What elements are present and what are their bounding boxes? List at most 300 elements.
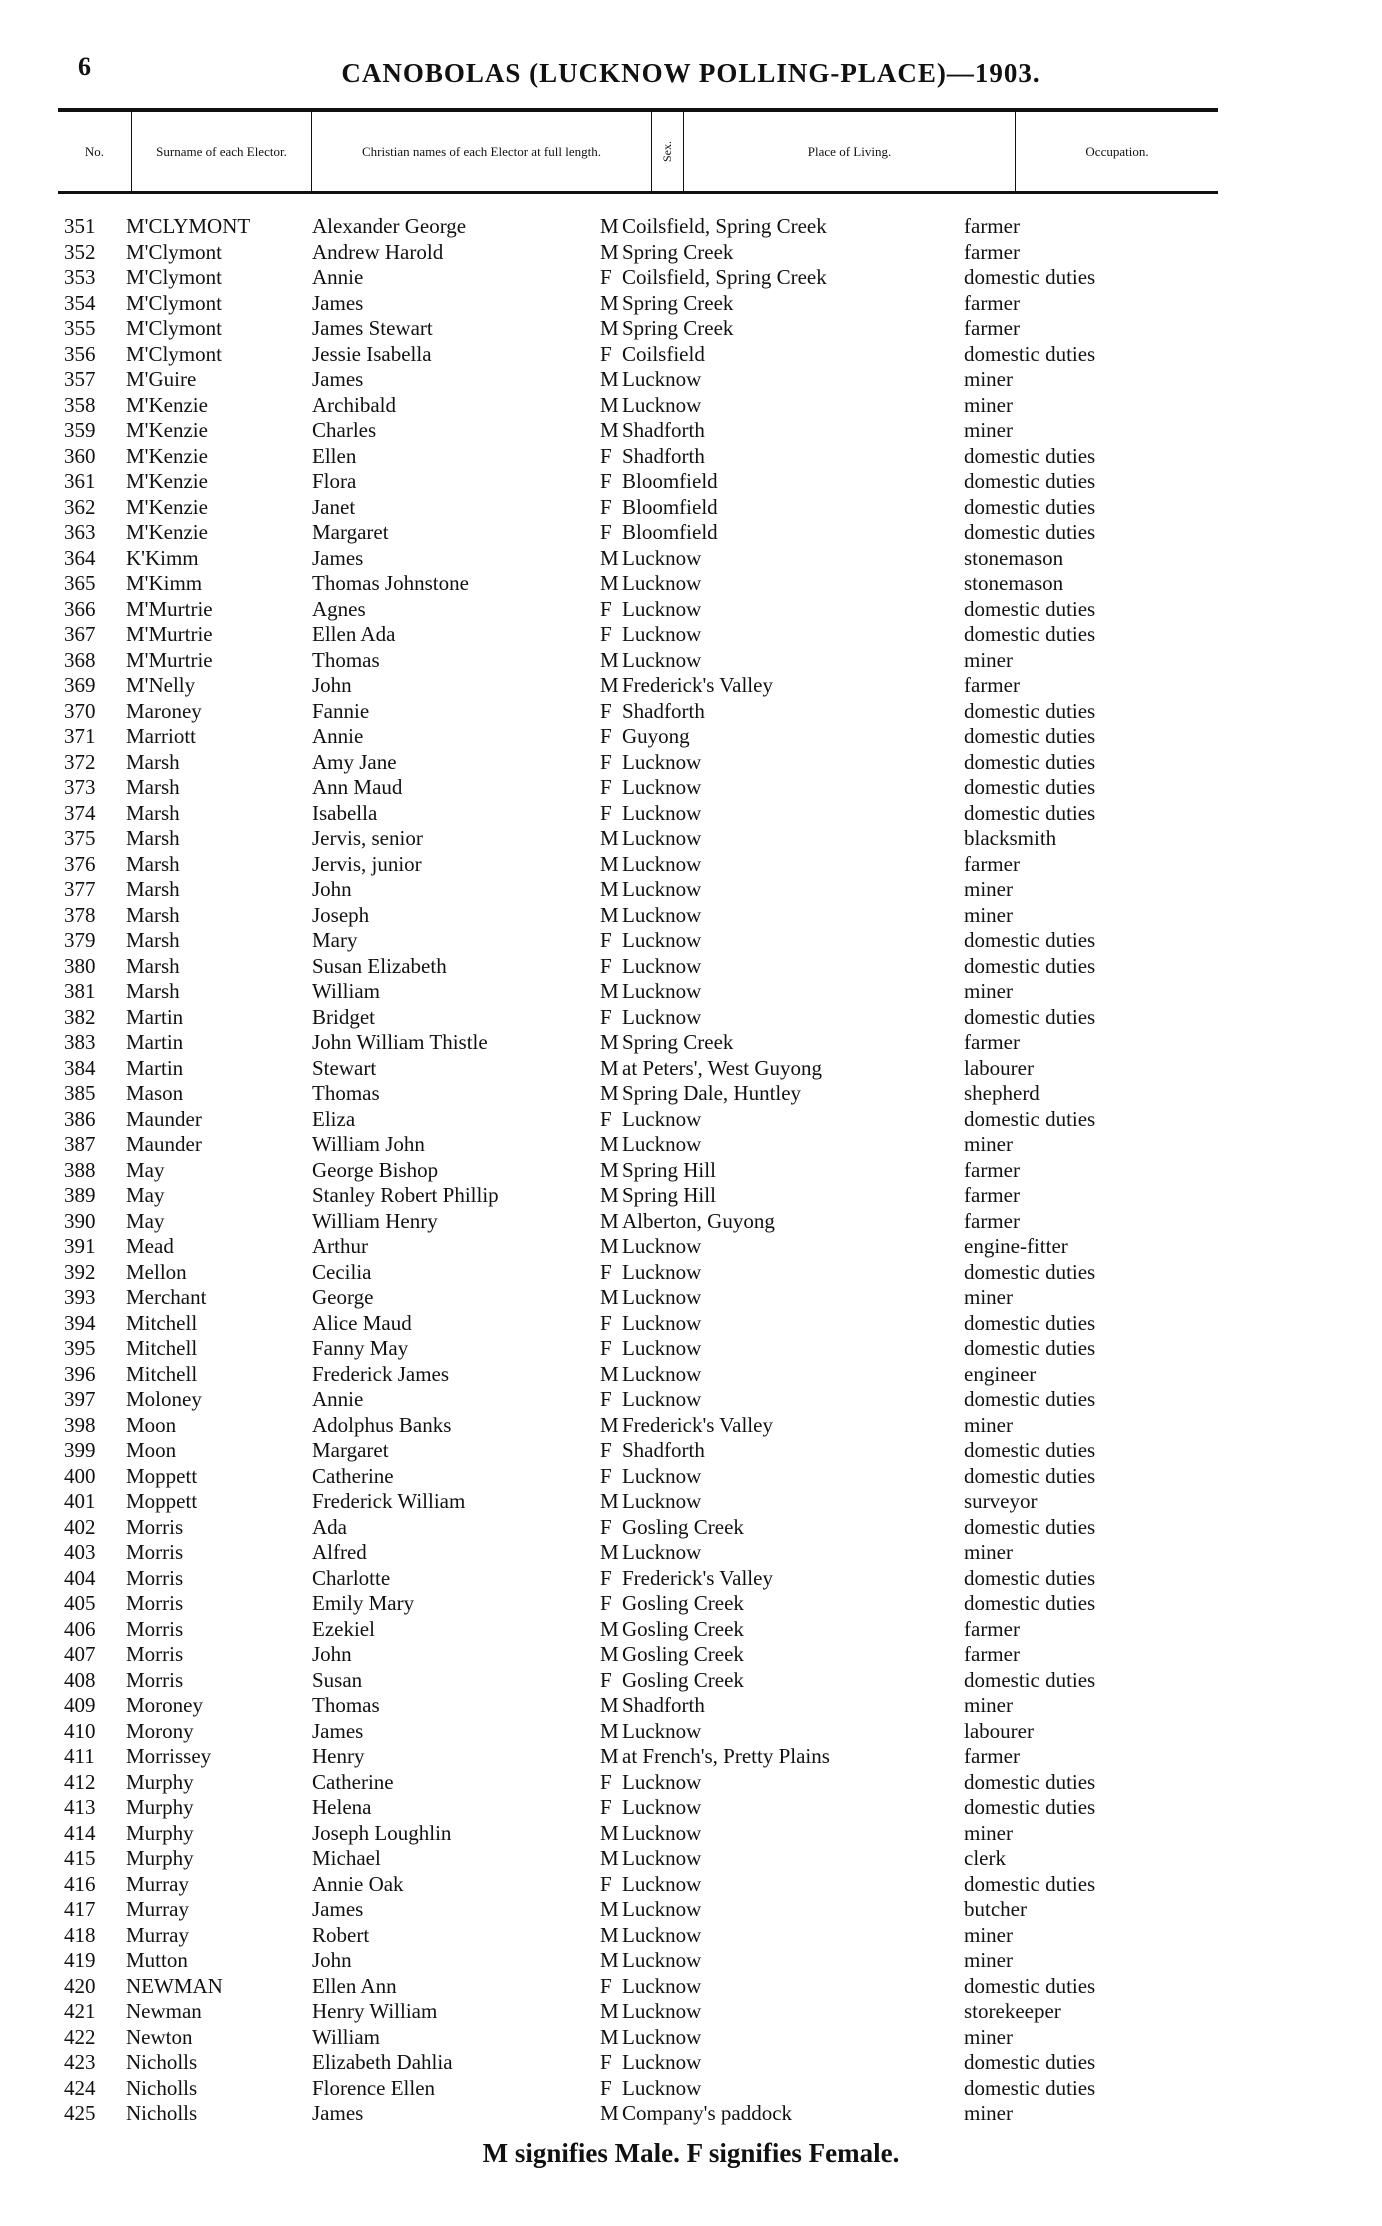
elector-occupation: miner bbox=[964, 1693, 1013, 1717]
elector-occupation: surveyor bbox=[964, 1489, 1038, 1513]
elector-number: 414 bbox=[64, 1820, 96, 1845]
elector-surname: Murray bbox=[126, 1871, 189, 1896]
elector-place: Spring Creek bbox=[622, 290, 734, 315]
elector-occupation: miner bbox=[964, 418, 1013, 442]
elector-sex: M bbox=[600, 1999, 619, 2023]
elector-place: Gosling Creek bbox=[622, 1616, 744, 1641]
elector-sex: M bbox=[600, 1718, 619, 1743]
elector-christian-names: James bbox=[312, 1718, 364, 1743]
elector-place: Lucknow bbox=[622, 1540, 702, 1564]
elector-surname: Murray bbox=[126, 1922, 189, 1947]
elector-occupation: farmer bbox=[964, 1030, 1020, 1054]
elector-surname: Moon bbox=[126, 1412, 177, 1437]
elector-surname: Morris bbox=[126, 1591, 184, 1615]
elector-occupation: domestic duties bbox=[964, 749, 1096, 774]
header-place: Place of Living. bbox=[684, 112, 1016, 191]
elector-number: 424 bbox=[64, 2075, 96, 2100]
elector-place: Lucknow bbox=[622, 1004, 702, 1029]
elector-surname: Mitchell bbox=[126, 1310, 198, 1335]
elector-sex: M bbox=[600, 2024, 619, 2049]
table-row bbox=[0, 750, 1382, 776]
elector-place: Spring Hill bbox=[622, 1183, 716, 1207]
header-sex bbox=[652, 112, 684, 191]
elector-sex: F bbox=[600, 1973, 612, 1998]
elector-place: Lucknow bbox=[622, 953, 702, 978]
elector-surname: Marsh bbox=[126, 800, 180, 825]
elector-occupation: miner bbox=[964, 367, 1013, 391]
elector-surname: Morris bbox=[126, 1565, 184, 1590]
elector-number: 407 bbox=[64, 1642, 96, 1666]
table-row bbox=[0, 1260, 1382, 1286]
elector-sex: M bbox=[600, 214, 619, 238]
elector-christian-names: Fanny May bbox=[312, 1336, 409, 1360]
elector-surname: Martin bbox=[126, 1004, 184, 1029]
elector-occupation: miner bbox=[964, 1540, 1013, 1564]
elector-place: Shadforth bbox=[622, 698, 705, 723]
elector-place: Company's paddock bbox=[622, 2101, 793, 2125]
elector-christian-names: Catherine bbox=[312, 1769, 394, 1794]
elector-surname: M'Kenzie bbox=[126, 418, 208, 442]
elector-occupation: farmer bbox=[964, 1183, 1020, 1207]
elector-occupation: domestic duties bbox=[964, 698, 1096, 723]
elector-surname: Mitchell bbox=[126, 1336, 198, 1360]
elector-occupation: farmer bbox=[964, 851, 1020, 876]
elector-surname: M'Kenzie bbox=[126, 469, 208, 493]
elector-place: Lucknow bbox=[622, 749, 702, 774]
elector-number: 411 bbox=[64, 1744, 95, 1768]
elector-surname: M'Murtrie bbox=[126, 622, 213, 646]
elector-surname: Moroney bbox=[126, 1693, 203, 1717]
header-surname: Surname of each Elector. bbox=[132, 112, 312, 191]
elector-sex: F bbox=[600, 469, 612, 493]
table-row bbox=[0, 2025, 1382, 2051]
table-row bbox=[0, 648, 1382, 674]
elector-surname: Murphy bbox=[126, 1820, 194, 1845]
elector-sex: F bbox=[600, 596, 612, 621]
elector-number: 393 bbox=[64, 1285, 96, 1309]
elector-occupation: butcher bbox=[964, 1897, 1027, 1921]
elector-occupation: domestic duties bbox=[964, 1769, 1096, 1794]
table-row bbox=[0, 903, 1382, 929]
elector-place: Lucknow bbox=[622, 1922, 702, 1947]
elector-place: Spring Creek bbox=[622, 239, 734, 264]
elector-place: Lucknow bbox=[622, 1769, 702, 1794]
elector-sex: F bbox=[600, 1004, 612, 1029]
elector-occupation: miner bbox=[964, 877, 1013, 901]
elector-place: Lucknow bbox=[622, 1361, 702, 1386]
elector-place: Lucknow bbox=[622, 1387, 702, 1411]
elector-number: 385 bbox=[64, 1081, 96, 1105]
elector-occupation: shepherd bbox=[964, 1081, 1040, 1105]
elector-place: Gosling Creek bbox=[622, 1667, 744, 1692]
elector-number: 381 bbox=[64, 979, 96, 1003]
table-row bbox=[0, 1158, 1382, 1184]
elector-christian-names: Cecilia bbox=[312, 1259, 372, 1284]
elector-sex: M bbox=[600, 877, 619, 901]
elector-sex: F bbox=[600, 1310, 612, 1335]
elector-christian-names: Ellen bbox=[312, 443, 357, 468]
elector-sex: M bbox=[600, 1132, 619, 1156]
elector-surname: Morris bbox=[126, 1616, 184, 1641]
elector-sex: F bbox=[600, 775, 612, 799]
elector-place: Lucknow bbox=[622, 596, 702, 621]
table-row bbox=[0, 1464, 1382, 1490]
elector-number: 352 bbox=[64, 239, 96, 264]
elector-christian-names: Michael bbox=[312, 1846, 381, 1870]
elector-number: 357 bbox=[64, 367, 96, 391]
elector-number: 402 bbox=[64, 1514, 96, 1539]
elector-place: Lucknow bbox=[622, 1897, 702, 1921]
elector-sex: M bbox=[600, 1030, 619, 1054]
elector-sex: F bbox=[600, 724, 612, 748]
elector-surname: Marriott bbox=[126, 724, 196, 748]
elector-number: 375 bbox=[64, 826, 96, 850]
elector-christian-names: Stanley Robert Phillip bbox=[312, 1183, 499, 1207]
elector-place: at French's, Pretty Plains bbox=[622, 1744, 830, 1768]
elector-surname: M'CLYMONT bbox=[126, 214, 251, 238]
elector-number: 416 bbox=[64, 1871, 96, 1896]
elector-place: Lucknow bbox=[622, 2050, 702, 2074]
elector-number: 367 bbox=[64, 622, 96, 646]
elector-surname: Mutton bbox=[126, 1948, 188, 1972]
elector-surname: Marsh bbox=[126, 928, 180, 952]
elector-christian-names: Jervis, senior bbox=[312, 826, 423, 850]
elector-place: Lucknow bbox=[622, 1234, 702, 1258]
elector-sex: F bbox=[600, 800, 612, 825]
table-row bbox=[0, 571, 1382, 597]
elector-surname: Murphy bbox=[126, 1846, 194, 1870]
elector-occupation: farmer bbox=[964, 1642, 1020, 1666]
elector-place: Lucknow bbox=[622, 1463, 702, 1488]
elector-occupation: farmer bbox=[964, 239, 1020, 264]
table-row bbox=[0, 418, 1382, 444]
elector-christian-names: Flora bbox=[312, 469, 357, 493]
elector-christian-names: Mary bbox=[312, 928, 358, 952]
elector-occupation: clerk bbox=[964, 1846, 1006, 1870]
table-row bbox=[0, 240, 1382, 266]
elector-number: 390 bbox=[64, 1208, 96, 1233]
elector-place: Lucknow bbox=[622, 392, 702, 417]
table-row bbox=[0, 1795, 1382, 1821]
elector-number: 401 bbox=[64, 1489, 96, 1513]
elector-place: Lucknow bbox=[622, 647, 702, 672]
elector-sex: M bbox=[600, 571, 619, 595]
elector-surname: K'Kimm bbox=[126, 545, 199, 570]
elector-christian-names: Catherine bbox=[312, 1463, 394, 1488]
elector-place: Lucknow bbox=[622, 1820, 702, 1845]
table-row bbox=[0, 1566, 1382, 1592]
elector-number: 387 bbox=[64, 1132, 96, 1156]
elector-christian-names: George Bishop bbox=[312, 1157, 439, 1182]
elector-christian-names: Alfred bbox=[312, 1540, 367, 1564]
elector-sex: M bbox=[600, 1922, 619, 1947]
elector-surname: Murray bbox=[126, 1897, 189, 1921]
elector-sex: F bbox=[600, 265, 612, 289]
elector-surname: Merchant bbox=[126, 1285, 207, 1309]
elector-sex: M bbox=[600, 1183, 619, 1207]
elector-place: Lucknow bbox=[622, 1948, 702, 1972]
table-row bbox=[0, 1489, 1382, 1515]
elector-number: 412 bbox=[64, 1769, 96, 1794]
elector-sex: M bbox=[600, 316, 619, 340]
elector-surname: Maunder bbox=[126, 1132, 202, 1156]
table-row bbox=[0, 852, 1382, 878]
elector-surname: Moloney bbox=[126, 1387, 202, 1411]
elector-sex: M bbox=[600, 1948, 619, 1972]
elector-sex: M bbox=[600, 1744, 619, 1768]
table-row bbox=[0, 1948, 1382, 1974]
elector-occupation: domestic duties bbox=[964, 1387, 1096, 1411]
elector-number: 409 bbox=[64, 1693, 96, 1717]
elector-place: Bloomfield bbox=[622, 469, 718, 493]
table-row bbox=[0, 291, 1382, 317]
elector-surname: Mead bbox=[126, 1234, 174, 1258]
elector-sex: F bbox=[600, 749, 612, 774]
elector-sex: M bbox=[600, 418, 619, 442]
elector-christian-names: Stewart bbox=[312, 1055, 377, 1080]
elector-occupation: farmer bbox=[964, 316, 1020, 340]
elector-christian-names: Andrew Harold bbox=[312, 239, 444, 264]
elector-place: Frederick's Valley bbox=[622, 1565, 773, 1590]
elector-christian-names: Ellen Ada bbox=[312, 622, 396, 646]
elector-number: 388 bbox=[64, 1157, 96, 1182]
elector-sex: F bbox=[600, 622, 612, 646]
elector-sex: F bbox=[600, 1591, 612, 1615]
table-row bbox=[0, 367, 1382, 393]
elector-number: 371 bbox=[64, 724, 96, 748]
elector-sex: M bbox=[600, 1234, 619, 1258]
elector-place: Guyong bbox=[622, 724, 690, 748]
elector-christian-names: Adolphus Banks bbox=[312, 1412, 452, 1437]
elector-number: 404 bbox=[64, 1565, 96, 1590]
elector-surname: M'Clymont bbox=[126, 316, 222, 340]
elector-place: Lucknow bbox=[622, 1871, 702, 1896]
elector-christian-names: Eliza bbox=[312, 1106, 356, 1131]
elector-sex: M bbox=[600, 1540, 619, 1564]
elector-number: 372 bbox=[64, 749, 96, 774]
elector-number: 362 bbox=[64, 494, 96, 519]
elector-occupation: miner bbox=[964, 2101, 1013, 2125]
elector-number: 398 bbox=[64, 1412, 96, 1437]
elector-christian-names: Annie Oak bbox=[312, 1871, 404, 1896]
elector-place: Lucknow bbox=[622, 1846, 702, 1870]
elector-place: Lucknow bbox=[622, 1336, 702, 1360]
table-row bbox=[0, 954, 1382, 980]
elector-sex: M bbox=[600, 1412, 619, 1437]
elector-occupation: miner bbox=[964, 1132, 1013, 1156]
elector-occupation: farmer bbox=[964, 214, 1020, 238]
elector-sex: M bbox=[600, 851, 619, 876]
elector-occupation: farmer bbox=[964, 1208, 1020, 1233]
elector-number: 355 bbox=[64, 316, 96, 340]
elector-number: 356 bbox=[64, 341, 96, 366]
elector-occupation: domestic duties bbox=[964, 622, 1096, 646]
table-row bbox=[0, 1056, 1382, 1082]
elector-number: 400 bbox=[64, 1463, 96, 1488]
elector-sex: F bbox=[600, 928, 612, 952]
elector-occupation: domestic duties bbox=[964, 1514, 1096, 1539]
elector-sex: F bbox=[600, 698, 612, 723]
elector-number: 383 bbox=[64, 1030, 96, 1054]
elector-surname: Morony bbox=[126, 1718, 194, 1743]
elector-surname: M'Murtrie bbox=[126, 596, 213, 621]
elector-christian-names: Ann Maud bbox=[312, 775, 403, 799]
table-row bbox=[0, 1846, 1382, 1872]
elector-number: 408 bbox=[64, 1667, 96, 1692]
elector-surname: M'Clymont bbox=[126, 265, 222, 289]
elector-christian-names: Charlotte bbox=[312, 1565, 391, 1590]
elector-occupation: miner bbox=[964, 647, 1013, 672]
elector-occupation: domestic duties bbox=[964, 1438, 1096, 1462]
elector-christian-names: Thomas bbox=[312, 1081, 380, 1105]
elector-sex: F bbox=[600, 2050, 612, 2074]
table-row bbox=[0, 1642, 1382, 1668]
elector-number: 423 bbox=[64, 2050, 96, 2074]
elector-number: 392 bbox=[64, 1259, 96, 1284]
elector-christian-names: Ada bbox=[312, 1514, 347, 1539]
elector-occupation: stonemason bbox=[964, 571, 1064, 595]
elector-christian-names: Margaret bbox=[312, 520, 389, 544]
table-row bbox=[0, 1311, 1382, 1337]
elector-occupation: domestic duties bbox=[964, 1591, 1096, 1615]
elector-place: Lucknow bbox=[622, 851, 702, 876]
elector-occupation: domestic duties bbox=[964, 1336, 1096, 1360]
elector-place: Lucknow bbox=[622, 1999, 702, 2023]
elector-surname: Newman bbox=[126, 1999, 202, 2023]
elector-occupation: domestic duties bbox=[964, 494, 1096, 519]
elector-place: Lucknow bbox=[622, 826, 702, 850]
elector-christian-names: Arthur bbox=[312, 1234, 368, 1258]
elector-sex: F bbox=[600, 1259, 612, 1284]
elector-place: Lucknow bbox=[622, 979, 702, 1003]
elector-occupation: domestic duties bbox=[964, 341, 1096, 366]
elector-number: 394 bbox=[64, 1310, 96, 1335]
elector-sex: F bbox=[600, 1514, 612, 1539]
elector-occupation: domestic duties bbox=[964, 1871, 1096, 1896]
elector-surname: Mellon bbox=[126, 1259, 187, 1284]
elector-sex: M bbox=[600, 826, 619, 850]
elector-christian-names: Jessie Isabella bbox=[312, 341, 432, 366]
elector-number: 351 bbox=[64, 214, 96, 238]
elector-number: 397 bbox=[64, 1387, 96, 1411]
elector-occupation: domestic duties bbox=[964, 1004, 1096, 1029]
elector-surname: Maunder bbox=[126, 1106, 202, 1131]
table-row bbox=[0, 1107, 1382, 1133]
elector-surname: Morrissey bbox=[126, 1744, 212, 1768]
elector-place: Lucknow bbox=[622, 622, 702, 646]
table-row bbox=[0, 342, 1382, 368]
elector-sex: M bbox=[600, 1055, 619, 1080]
elector-place: Lucknow bbox=[622, 1259, 702, 1284]
elector-surname: Marsh bbox=[126, 749, 180, 774]
elector-occupation: farmer bbox=[964, 290, 1020, 315]
table-row bbox=[0, 444, 1382, 470]
elector-surname: M'Kenzie bbox=[126, 392, 208, 417]
elector-place: Lucknow bbox=[622, 1718, 702, 1743]
elector-place: Lucknow bbox=[622, 877, 702, 901]
elector-number: 418 bbox=[64, 1922, 96, 1947]
elector-surname: Marsh bbox=[126, 902, 180, 927]
elector-sex: M bbox=[600, 1642, 619, 1666]
elector-number: 419 bbox=[64, 1948, 96, 1972]
elector-sex: M bbox=[600, 1846, 619, 1870]
elector-surname: Martin bbox=[126, 1030, 184, 1054]
elector-number: 406 bbox=[64, 1616, 96, 1641]
elector-number: 384 bbox=[64, 1055, 96, 1080]
elector-occupation: domestic duties bbox=[964, 596, 1096, 621]
elector-place: Gosling Creek bbox=[622, 1642, 744, 1666]
elector-place: Shadforth bbox=[622, 1693, 705, 1717]
elector-christian-names: Annie bbox=[312, 1387, 364, 1411]
table-row bbox=[0, 1030, 1382, 1056]
elector-surname: Marsh bbox=[126, 979, 180, 1003]
table-row bbox=[0, 393, 1382, 419]
elector-list bbox=[0, 214, 1382, 2127]
elector-occupation: labourer bbox=[964, 1055, 1034, 1080]
elector-number: 368 bbox=[64, 647, 96, 672]
elector-christian-names: Helena bbox=[312, 1795, 372, 1819]
elector-christian-names: Florence Ellen bbox=[312, 2075, 436, 2100]
elector-surname: Nicholls bbox=[126, 2101, 198, 2125]
elector-sex: F bbox=[600, 494, 612, 519]
header-no: No. bbox=[58, 112, 132, 191]
elector-occupation: miner bbox=[964, 1922, 1013, 1947]
elector-sex: F bbox=[600, 2075, 612, 2100]
footer-legend: M signifies Male. F signifies Female. bbox=[482, 2138, 900, 2168]
elector-sex: F bbox=[600, 1463, 612, 1488]
elector-christian-names: Henry William bbox=[312, 1999, 438, 2023]
table-row bbox=[0, 214, 1382, 240]
elector-occupation: miner bbox=[964, 1948, 1013, 1972]
elector-number: 382 bbox=[64, 1004, 96, 1029]
elector-occupation: storekeeper bbox=[964, 1999, 1061, 2023]
elector-surname: Murphy bbox=[126, 1769, 194, 1794]
elector-number: 377 bbox=[64, 877, 96, 901]
table-row bbox=[0, 1897, 1382, 1923]
elector-number: 379 bbox=[64, 928, 96, 952]
table-row bbox=[0, 1413, 1382, 1439]
elector-surname: Moon bbox=[126, 1438, 177, 1462]
table-row bbox=[0, 1770, 1382, 1796]
table-row bbox=[0, 1999, 1382, 2025]
elector-place: Coilsfield, Spring Creek bbox=[622, 214, 827, 238]
page-title: CANOBOLAS (LUCKNOW POLLING-PLACE)—1903. bbox=[341, 58, 1041, 88]
elector-occupation: miner bbox=[964, 979, 1013, 1003]
elector-number: 376 bbox=[64, 851, 96, 876]
elector-sex: M bbox=[600, 2101, 619, 2125]
table-row bbox=[0, 469, 1382, 495]
table-row bbox=[0, 622, 1382, 648]
elector-occupation: domestic duties bbox=[964, 953, 1096, 978]
elector-sex: M bbox=[600, 1489, 619, 1513]
table-row bbox=[0, 2050, 1382, 2076]
elector-surname: Morris bbox=[126, 1540, 184, 1564]
elector-christian-names: Thomas bbox=[312, 1693, 380, 1717]
elector-christian-names: John bbox=[312, 1948, 352, 1972]
table-row bbox=[0, 1438, 1382, 1464]
elector-christian-names: James Stewart bbox=[312, 316, 433, 340]
elector-place: Lucknow bbox=[622, 902, 702, 927]
elector-surname: Mitchell bbox=[126, 1361, 198, 1386]
table-row bbox=[0, 520, 1382, 546]
elector-surname: Nicholls bbox=[126, 2075, 198, 2100]
elector-surname: May bbox=[126, 1157, 165, 1182]
elector-occupation: engineer bbox=[964, 1361, 1037, 1386]
elector-christian-names: Joseph Loughlin bbox=[312, 1820, 452, 1845]
elector-number: 370 bbox=[64, 698, 96, 723]
elector-place: Spring Dale, Huntley bbox=[622, 1081, 802, 1105]
elector-number: 361 bbox=[64, 469, 96, 493]
